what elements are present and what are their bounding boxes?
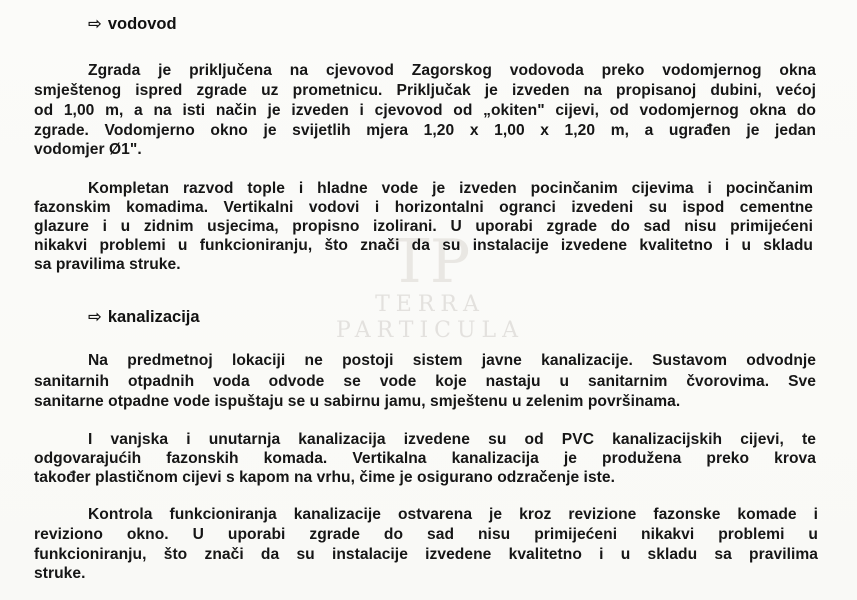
watermark-line1: TERRA <box>375 292 485 317</box>
text-line: glazure i u zidnim usjecima, propisno izolirani. U uporabi zgrade do sad nisu primijećeni <box>34 218 813 235</box>
text-line: reviziono okno. U uporabi zgrade do sad nisu primijećeni nikakvi problemi u <box>34 526 818 543</box>
text-line: zgrade. Vodomjerno okno je svijetlih mjera 1,20 x 1,00 x 1,20 m, a ugrađen je jedan <box>34 122 816 139</box>
text-line: Kompletan razvod tople i hladne vode je izveden pocinčanim cijevima i pocinčanim <box>88 180 813 197</box>
watermark-line2: PARTICULA <box>335 318 525 343</box>
arrow-right-icon: ⇨ <box>88 308 102 326</box>
section-heading-vodovod <box>88 14 177 34</box>
section-heading-kanalizacija <box>88 307 200 327</box>
text-line: također plastičnom cijevi s kapom na vrhu, čime je osigurano odzračenje iste. <box>34 469 616 486</box>
watermark-monogram: TP <box>389 227 471 297</box>
text-line: sanitarnih otpadnih voda odvode se vode koje nastaju u sanitarnim čvorovima. Sve <box>34 373 816 390</box>
text-line: vodomjer Ø1". <box>34 141 142 158</box>
text-line: smještenog ispred zgrade uz prometnicu. Priključak je izveden na propisanoj dubini, većoj <box>34 82 816 99</box>
text-line: odgovarajućih fazonskih komada. Vertikalna kanalizacija je produžena preko krova <box>34 450 816 467</box>
text-line: nikakvi problemi u funkcioniranju, što znači da su instalacije izvedene kvalitetno i u skladu <box>34 237 813 254</box>
text-line: Zgrada je priključena na cjevovod Zagorskog vodovoda preko vodomjernog okna <box>88 62 816 79</box>
heading-text: kanalizacija <box>107 308 200 326</box>
text-line: fazonskim komadima. Vertikalni vodovi i horizontalni ogranci izvedeni su ispod cementne <box>34 199 813 216</box>
heading-text: vodovod <box>107 15 177 33</box>
text-line: od 1,00 m, a na isti način je izveden i cjevovod od „okiten" cijevi, od vodomjernog okna do <box>34 102 816 119</box>
text-line: Na predmetnoj lokaciji ne postoji sistem javne kanalizacije. Sustavom odvodnje <box>88 352 816 369</box>
text-line: Kontrola funkcioniranja kanalizacije ostvarena je kroz revizione fazonske komade i <box>88 506 818 523</box>
text-line: sanitarne otpadne vode ispuštaju se u sabirnu jamu, smještenu u zelenim površinama. <box>34 393 681 410</box>
arrow-right-icon: ⇨ <box>88 15 102 33</box>
text-line: funkcioniranju, što znači da su instalacije izvedene kvalitetno i u skladu sa pravilima <box>34 546 818 563</box>
text-line: I vanjska i unutarnja kanalizacija izvedene su od PVC kanalizacijskih cijevi, te <box>88 431 816 448</box>
text-line: struke. <box>34 565 86 582</box>
text-line: sa pravilima struke. <box>34 256 181 273</box>
